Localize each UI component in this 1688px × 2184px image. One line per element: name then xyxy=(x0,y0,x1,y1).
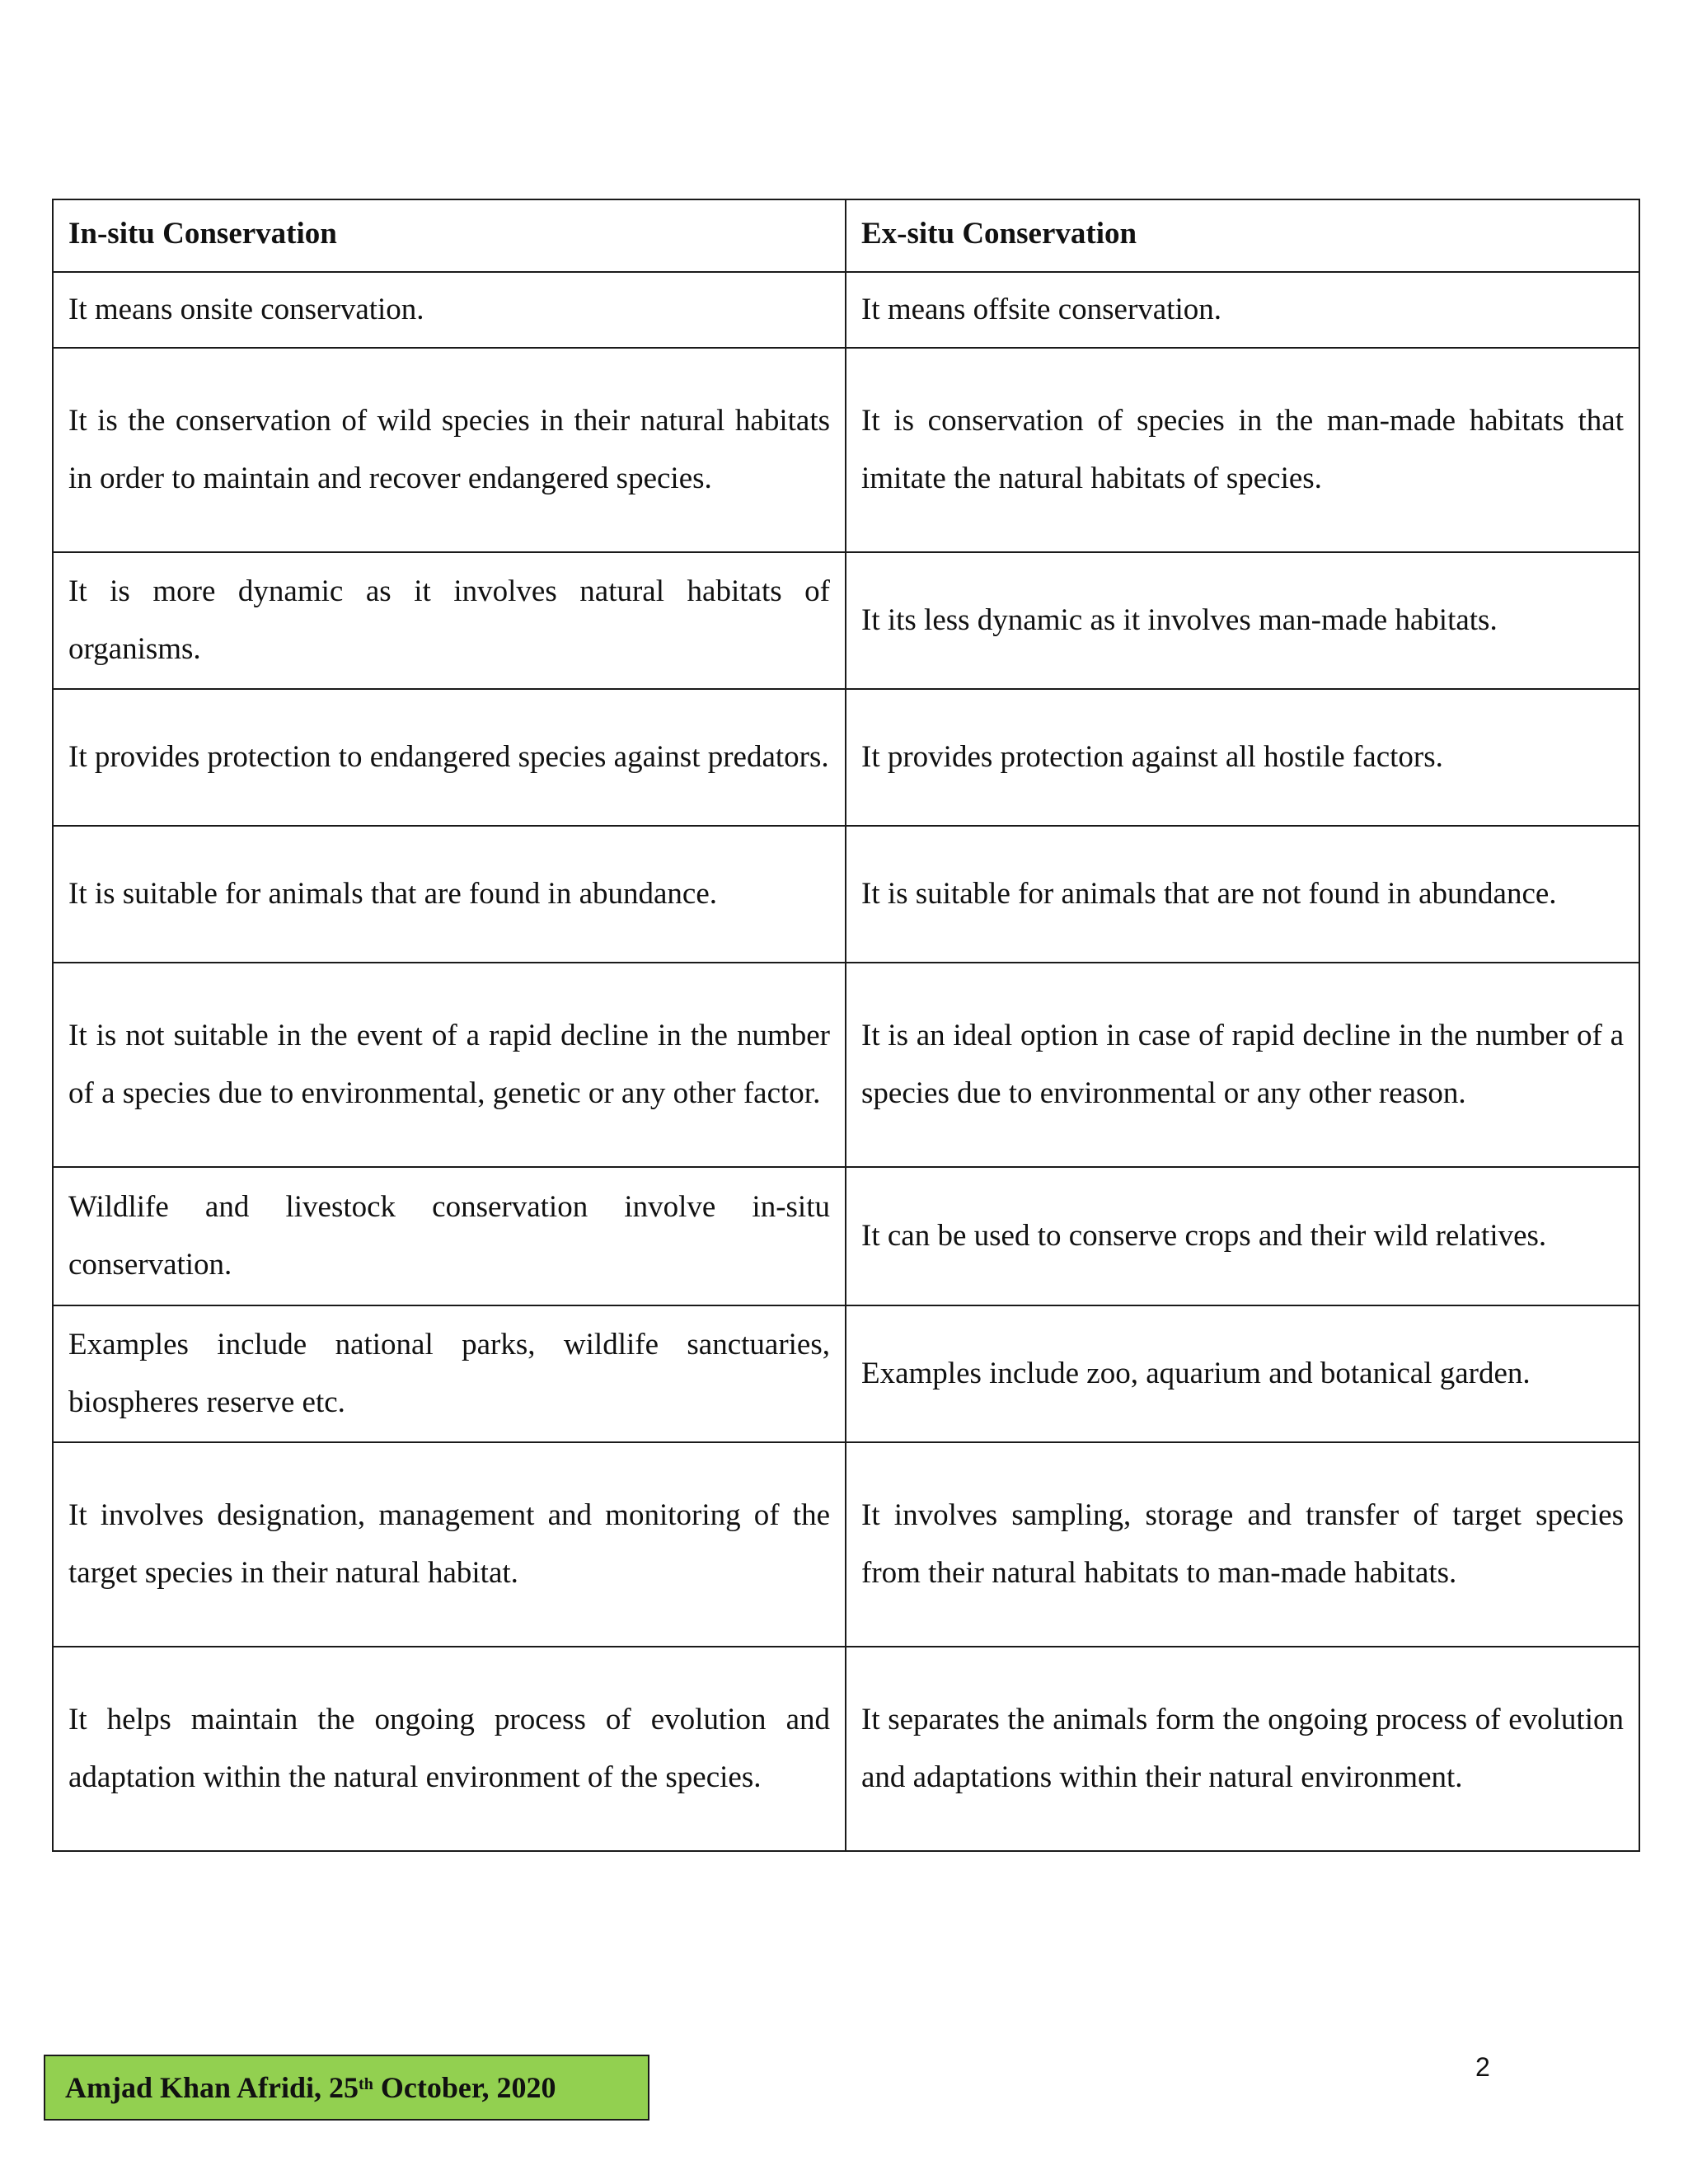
table-header-row xyxy=(53,199,1639,272)
page-number: 2 xyxy=(1475,2052,1490,2082)
table-row xyxy=(53,826,1639,963)
ordinal-suffix: th xyxy=(359,2074,373,2093)
in-situ-cell: It is the conservation of wild species in their natural habitats in order to maintain and recover endangered species. xyxy=(53,348,846,552)
in-situ-cell: Wildlife and livestock conservation involve in-situ conservation. xyxy=(53,1167,846,1305)
author-date-suffix: October, 2020 xyxy=(373,2071,556,2104)
ex-situ-cell: It separates the animals form the ongoing process of evolution and adaptations within their natural environment. xyxy=(846,1647,1639,1851)
comparison-table xyxy=(52,199,1640,1852)
ex-situ-cell: It its less dynamic as it involves man-made habitats. xyxy=(846,552,1639,689)
ex-situ-cell: Examples include zoo, aquarium and botanical garden. xyxy=(846,1305,1639,1442)
table-row xyxy=(53,689,1639,826)
ex-situ-cell: It can be used to conserve crops and their wild relatives. xyxy=(846,1167,1639,1305)
in-situ-cell: It is more dynamic as it involves natural habitats of organisms. xyxy=(53,552,846,689)
author-date-box xyxy=(44,2055,649,2121)
table-row xyxy=(53,1305,1639,1442)
in-situ-cell: It provides protection to endangered species against predators. xyxy=(53,689,846,826)
in-situ-cell: It involves designation, management and monitoring of the target species in their natural habitat. xyxy=(53,1442,846,1647)
table-row xyxy=(53,1167,1639,1305)
author-date-prefix: Amjad Khan Afridi, 25 xyxy=(65,2071,359,2104)
ex-situ-cell: It provides protection against all hostile factors. xyxy=(846,689,1639,826)
ex-situ-cell: It is an ideal option in case of rapid decline in the number of a species due to environmental or any other reason. xyxy=(846,963,1639,1167)
ex-situ-cell: It is suitable for animals that are not found in abundance. xyxy=(846,826,1639,963)
in-situ-cell: It is not suitable in the event of a rapid decline in the number of a species due to environmental, genetic or any other factor. xyxy=(53,963,846,1167)
in-situ-cell: It is suitable for animals that are found in abundance. xyxy=(53,826,846,963)
table-row xyxy=(53,348,1639,552)
header-in-situ: In-situ Conservation xyxy=(53,199,846,272)
table-row xyxy=(53,1647,1639,1851)
in-situ-cell: It means onsite conservation. xyxy=(53,272,846,348)
header-ex-situ: Ex-situ Conservation xyxy=(846,199,1639,272)
table-row xyxy=(53,1442,1639,1647)
ex-situ-cell: It involves sampling, storage and transfer of target species from their natural habitats to man-made habitats. xyxy=(846,1442,1639,1647)
ex-situ-cell: It means offsite conservation. xyxy=(846,272,1639,348)
table-row xyxy=(53,963,1639,1167)
table-row xyxy=(53,552,1639,689)
ex-situ-cell: It is conservation of species in the man-made habitats that imitate the natural habitats of species. xyxy=(846,348,1639,552)
table-row xyxy=(53,272,1639,348)
in-situ-cell: It helps maintain the ongoing process of evolution and adaptation within the natural environment of the species. xyxy=(53,1647,846,1851)
in-situ-cell: Examples include national parks, wildlife sanctuaries, biospheres reserve etc. xyxy=(53,1305,846,1442)
